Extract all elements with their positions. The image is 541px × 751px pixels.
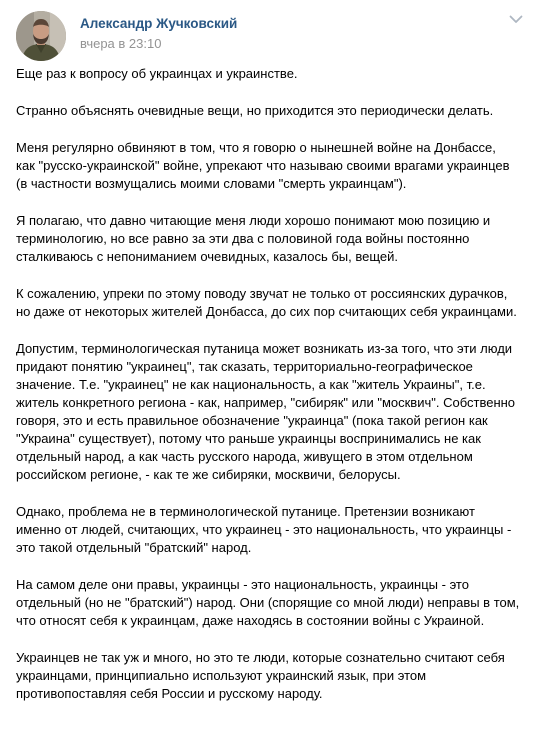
post-text: [16, 65, 528, 722]
post-actions-button[interactable]: [506, 15, 526, 33]
post-text-line: житель конкретного региона - как, например, "сибиряк" или "москвич". Собственно: [16, 395, 516, 410]
post-text-line: Я полагаю, что давно читающие меня люди хорошо понимают мою позицию и: [16, 213, 491, 228]
post-paragraph: [16, 212, 528, 266]
post-text-line: говоря, это и есть правильное обозначение "украинца" (пока такой регион как: [16, 413, 488, 428]
post-text-line: Украинцев не так уж и много, но это те люди, которые сознательно считают себя: [16, 650, 505, 665]
post-text-line: отдельный народ, а как часть русского народа, живущего в этом отдельном: [16, 449, 473, 464]
post-paragraph: [16, 503, 528, 557]
post-text-line: российском регионе, - как те же сибиряки, москвичи, белорусы.: [16, 467, 401, 482]
post-paragraph: [16, 340, 528, 484]
post-text-line: На самом деле они правы, украинцы - это национальность, украинцы - это: [16, 577, 469, 592]
user-photo-icon: [16, 11, 66, 61]
post-text-line: Еще раз к вопросу об украинцах и украинстве.: [16, 66, 298, 81]
post-paragraph: [16, 649, 528, 703]
post-text-line: К сожалению, упреки по этому поводу звучат не только от россиянских дурачков,: [16, 286, 508, 301]
post-text-line: украинцами, принципиально используют украинский язык, при этом: [16, 668, 427, 683]
post-paragraph: [16, 139, 528, 193]
post-paragraph: [16, 65, 528, 83]
post-text-line: именно от людей, считающих, что украинец - это национальность, что украинцы -: [16, 522, 512, 537]
author-name-link[interactable]: Александр Жучковский: [80, 16, 238, 31]
post-text-line: что относят себя к украинцам, даже находясь в состоянии войны с Украиной.: [16, 613, 485, 628]
post-paragraph: [16, 102, 528, 120]
post-text-line: Допустим, терминологическая путаница может возникать из-за того, что эти люди: [16, 341, 513, 356]
post-text-line: но даже от некоторых жителей Донбасса, до сих пор считающих себя украинцами.: [16, 304, 517, 319]
post-text-line: (в частности возмущались моими словами "смерть украинцам").: [16, 176, 407, 191]
post-timestamp-link[interactable]: вчера в 23:10: [80, 36, 162, 51]
post-text-line: терминологию, но все равно за эти два с половиной года войны постоянно: [16, 231, 470, 246]
chevron-down-icon: [509, 15, 523, 24]
post-text-line: это такой отдельный "братский" народ.: [16, 540, 252, 555]
post-text-line: придают понятию "украинец", так сказать, территориально-географическое: [16, 359, 473, 374]
post-text-line: Странно объяснять очевидные вещи, но приходится это периодически делать.: [16, 103, 494, 118]
post-text-line: Однако, проблема не в терминологической путанице. Претензии возникают: [16, 504, 475, 519]
post-text-line: отдельный (но не "братский") народ. Они (спорящие со мной люди) неправы в том,: [16, 595, 520, 610]
post-text-line: сталкиваюсь с непониманием очевидных, казалось бы, вещей.: [16, 249, 399, 264]
post-text-line: Меня регулярно обвиняют в том, что я говорю о нынешней войне на Донбассе,: [16, 140, 496, 155]
post-text-line: как "русско-украинской" войне, упрекают что называю своими врагами украинцев: [16, 158, 510, 173]
post-text-line: "Украина" существует), потому что раньше украинцы воспринимались не как: [16, 431, 481, 446]
post-text-line: противопоставляя себя России и русскому народу.: [16, 686, 323, 701]
post-text-line: значение. Т.е. "украинец" не как национальность, а как "житель Украины", т.е.: [16, 377, 486, 392]
avatar[interactable]: [16, 11, 66, 61]
post-paragraph: [16, 576, 528, 630]
post-paragraph: [16, 285, 528, 321]
